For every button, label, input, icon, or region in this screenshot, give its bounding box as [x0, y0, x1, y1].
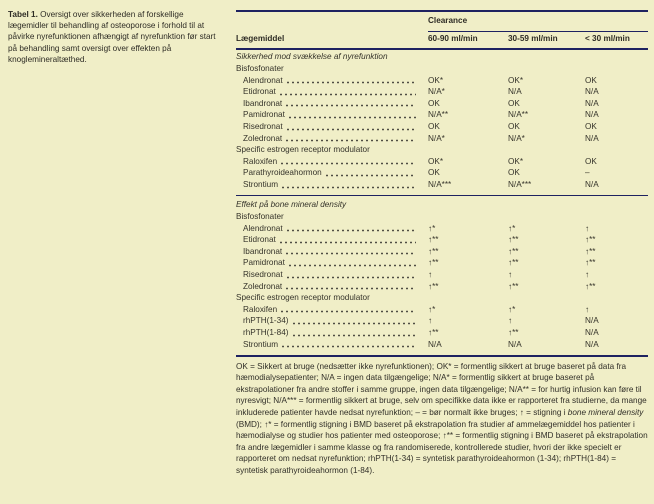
table-row [236, 98, 648, 110]
value-60-90: N/A** [428, 110, 449, 120]
column-headers [236, 34, 648, 43]
drug-name-cell [236, 257, 428, 269]
drug-name: Zoledronat [243, 133, 283, 143]
value-under-30: N/A [585, 327, 599, 337]
dot-leader [293, 322, 417, 325]
dot-leader [286, 287, 416, 290]
table-row [236, 234, 648, 246]
group-label: Specific estrogen receptor modulator [236, 293, 370, 303]
drug-name-cell [236, 223, 428, 235]
value-30-59: ↑* [508, 223, 516, 233]
group-label: Bisfosfonater [236, 64, 284, 73]
table-row [236, 327, 648, 339]
table-row [236, 315, 648, 327]
table-row [236, 281, 648, 293]
drug-name-cell [236, 339, 428, 351]
drug-name: Etidronat [243, 235, 276, 245]
dot-leader [286, 104, 416, 107]
drug-name: Risedronat [243, 270, 283, 279]
drug-name: Risedronat [243, 121, 283, 131]
value-under-30: N/A [585, 87, 599, 97]
value-60-90: N/A*** [428, 179, 452, 189]
value-60-90: ↑** [428, 327, 439, 337]
value-60-90: OK [428, 98, 440, 108]
dot-leader [287, 128, 416, 131]
value-30-59: OK* [508, 75, 524, 85]
drug-name-cell [236, 304, 428, 316]
group-label: Specific estrogen receptor modulator [236, 145, 370, 155]
drug-name-cell [236, 109, 428, 121]
dot-leader [281, 310, 416, 313]
value-30-59: N/A** [508, 110, 529, 120]
drug-name-cell [236, 121, 428, 133]
value-30-59: ↑ [508, 270, 513, 279]
value-60-90: ↑ [428, 270, 433, 279]
value-under-30: N/A [585, 133, 599, 143]
table-row [236, 269, 648, 281]
value-under-30: ↑ [585, 223, 590, 233]
value-30-59: N/A*** [508, 179, 532, 189]
dot-leader [289, 264, 416, 267]
value-30-59: ↑** [508, 258, 519, 268]
col-header-60-90: 60-90 ml/min [428, 34, 478, 43]
dot-leader [293, 334, 417, 337]
value-under-30: N/A [585, 339, 599, 349]
value-under-30: ↑** [585, 281, 596, 291]
value-60-90: ↑* [428, 223, 436, 233]
value-under-30: ↑** [585, 258, 596, 268]
value-60-90: ↑* [428, 304, 436, 314]
value-under-30: OK [585, 121, 597, 131]
value-30-59: OK [508, 98, 520, 108]
value-under-30: N/A [585, 110, 599, 120]
table-row [236, 156, 648, 168]
value-30-59: ↑** [508, 327, 519, 337]
footnote-text-1: OK = Sikkert at bruge (nedsætter ikke nyrefunktionen); OK* = formentlig sikkert at bruge baseret på data fra hæmodialysepatienter; N/A = ingen data tilgængelige; N/A* = formentlig sikkert at bruge baseret på ekstrapolationer fra andre stoffer i samme gruppe, ingen data tilgængelige; N/A** = for hurtig infusion kan føre til nyresvigt; N/A*** = formentlig sikkert at bruge, selv om specifikke data ikke er rapporteret fra studierne, da mange inkluderede patienter havde nedsat nyrefunktion; – = bør normalt ikke bruges; ↑ = stigning i [236, 361, 647, 418]
value-under-30: – [585, 168, 590, 178]
drug-name-cell [236, 315, 428, 327]
dot-leader [287, 229, 416, 232]
drug-name-cell [236, 133, 428, 145]
drug-name-cell [236, 269, 428, 281]
value-under-30: ↑ [585, 270, 590, 279]
table-row [236, 223, 648, 235]
dot-leader [286, 139, 416, 142]
table-caption [8, 9, 216, 65]
section-divider-rule [236, 195, 648, 197]
drug-name-cell [236, 156, 428, 168]
drug-name-cell [236, 167, 428, 179]
clearance-underline-rule [428, 31, 648, 32]
value-60-90: N/A* [428, 133, 445, 143]
drug-name: rhPTH(1-84) [243, 327, 289, 337]
dot-leader [282, 345, 416, 348]
table-row [236, 109, 648, 121]
value-60-90: OK* [428, 75, 444, 85]
value-60-90: N/A [428, 339, 442, 349]
dot-leader [287, 276, 416, 279]
dot-leader [282, 186, 416, 189]
value-60-90: ↑ [428, 316, 433, 326]
dot-leader [286, 252, 416, 255]
group-label: Bisfosfonater [236, 212, 284, 222]
clearance-group-header: Clearance [428, 16, 468, 25]
drug-name: Raloxifen [243, 304, 278, 314]
drug-name: Strontium [243, 339, 279, 349]
table-row [236, 246, 648, 258]
footnote-text-2: (BMD); ↑* = formentlig stigning i BMD baseret på ekstrapolation fra studier af ammelægemiddel hos patienter i hæmodialyse og studier hos patienter med osteoporose; ↑** = formentlig stigning i BMD baseret på ekstrapolation fra andre lægemidler i samme klasse og fra randomiserede, kontrollerede studier, hvori der ikke specielt er rapporteret om nedsat nyrefunktion; rhPTH(1-34) = syntetisk parathyroideahormon (1-34); rhPTH(1-84) = syntetisk parathyroideahormon (1-84). [236, 419, 648, 475]
value-60-90: ↑** [428, 235, 439, 245]
drug-name: Ibandronat [243, 246, 283, 256]
drug-name: Strontium [243, 179, 279, 189]
value-under-30: ↑** [585, 246, 596, 256]
table-row [236, 86, 648, 98]
table-row [236, 339, 648, 351]
drug-name: Etidronat [243, 87, 276, 97]
value-60-90: ↑** [428, 246, 439, 256]
value-60-90: N/A* [428, 87, 445, 97]
value-under-30: N/A [585, 316, 599, 326]
table-row [236, 167, 648, 179]
drug-name: Parathyroideahormon [243, 168, 322, 178]
drug-name-cell [236, 75, 428, 87]
dot-leader [287, 81, 416, 84]
dot-leader [289, 116, 416, 119]
value-30-59: ↑** [508, 235, 519, 245]
value-60-90: ↑** [428, 258, 439, 268]
dot-leader [326, 174, 416, 177]
value-60-90: OK [428, 121, 440, 131]
table-body [236, 50, 648, 350]
table-row [236, 75, 648, 87]
table-row [236, 179, 648, 191]
drug-name-cell [236, 246, 428, 258]
value-30-59: N/A* [508, 133, 525, 143]
drug-name: Alendronat [243, 75, 283, 85]
value-30-59: ↑* [508, 304, 516, 314]
drug-name-cell [236, 98, 428, 110]
section-title: Effekt på bone mineral density [236, 200, 347, 210]
value-60-90: OK [428, 168, 440, 178]
drug-name: Pamidronat [243, 258, 285, 268]
dot-leader [281, 162, 416, 165]
col-header-under-30: < 30 ml/min [585, 34, 630, 43]
drug-name-cell [236, 281, 428, 293]
table-row [236, 257, 648, 269]
value-30-59: ↑ [508, 316, 513, 326]
value-under-30: OK [585, 75, 597, 85]
value-under-30: ↑** [585, 235, 596, 245]
drug-name: Alendronat [243, 223, 283, 233]
col-header-30-59: 30-59 ml/min [508, 34, 558, 43]
caption-text: Oversigt over sikkerheden af forskellige lægemidler til behandling af osteoporose i forhold til at påvirke nyrefunktionen afhængigt af nyrefunktion før start på behandling samt oversigt over effekten på knoglemineraltæthed. [8, 10, 216, 64]
value-30-59: N/A [508, 339, 522, 349]
dot-leader [280, 93, 416, 96]
value-60-90: ↑** [428, 281, 439, 291]
table-row [236, 304, 648, 316]
value-under-30: ↑ [585, 304, 590, 314]
value-30-59: ↑** [508, 281, 519, 291]
drug-name: Raloxifen [243, 156, 278, 166]
footnote-italic-text: bone mineral density [567, 408, 644, 418]
value-under-30: N/A [585, 98, 599, 108]
table-footnote [236, 361, 648, 477]
drug-name: Zoledronat [243, 281, 283, 291]
footnote-rule [236, 355, 648, 357]
table-row [236, 133, 648, 145]
value-under-30: OK [585, 156, 597, 166]
table-row [236, 121, 648, 133]
value-under-30: N/A [585, 179, 599, 189]
value-30-59: N/A [508, 87, 522, 97]
table-header [236, 12, 648, 48]
table [236, 0, 648, 477]
drug-name-cell [236, 234, 428, 246]
drug-name: Ibandronat [243, 98, 283, 108]
section-title: Sikkerhed mod svækkelse af nyrefunktion [236, 52, 388, 61]
drug-name: Pamidronat [243, 110, 285, 120]
drug-name-cell [236, 327, 428, 339]
value-30-59: ↑** [508, 246, 519, 256]
value-30-59: OK* [508, 156, 524, 166]
drug-name: rhPTH(1-34) [243, 316, 289, 326]
caption-label: Tabel 1. [8, 10, 38, 19]
col-header-laegemiddel: Lægemiddel [236, 34, 285, 43]
value-60-90: OK* [428, 156, 444, 166]
drug-name-cell [236, 179, 428, 191]
drug-name-cell [236, 86, 428, 98]
value-30-59: OK [508, 168, 520, 178]
value-30-59: OK [508, 121, 520, 131]
dot-leader [280, 241, 416, 244]
